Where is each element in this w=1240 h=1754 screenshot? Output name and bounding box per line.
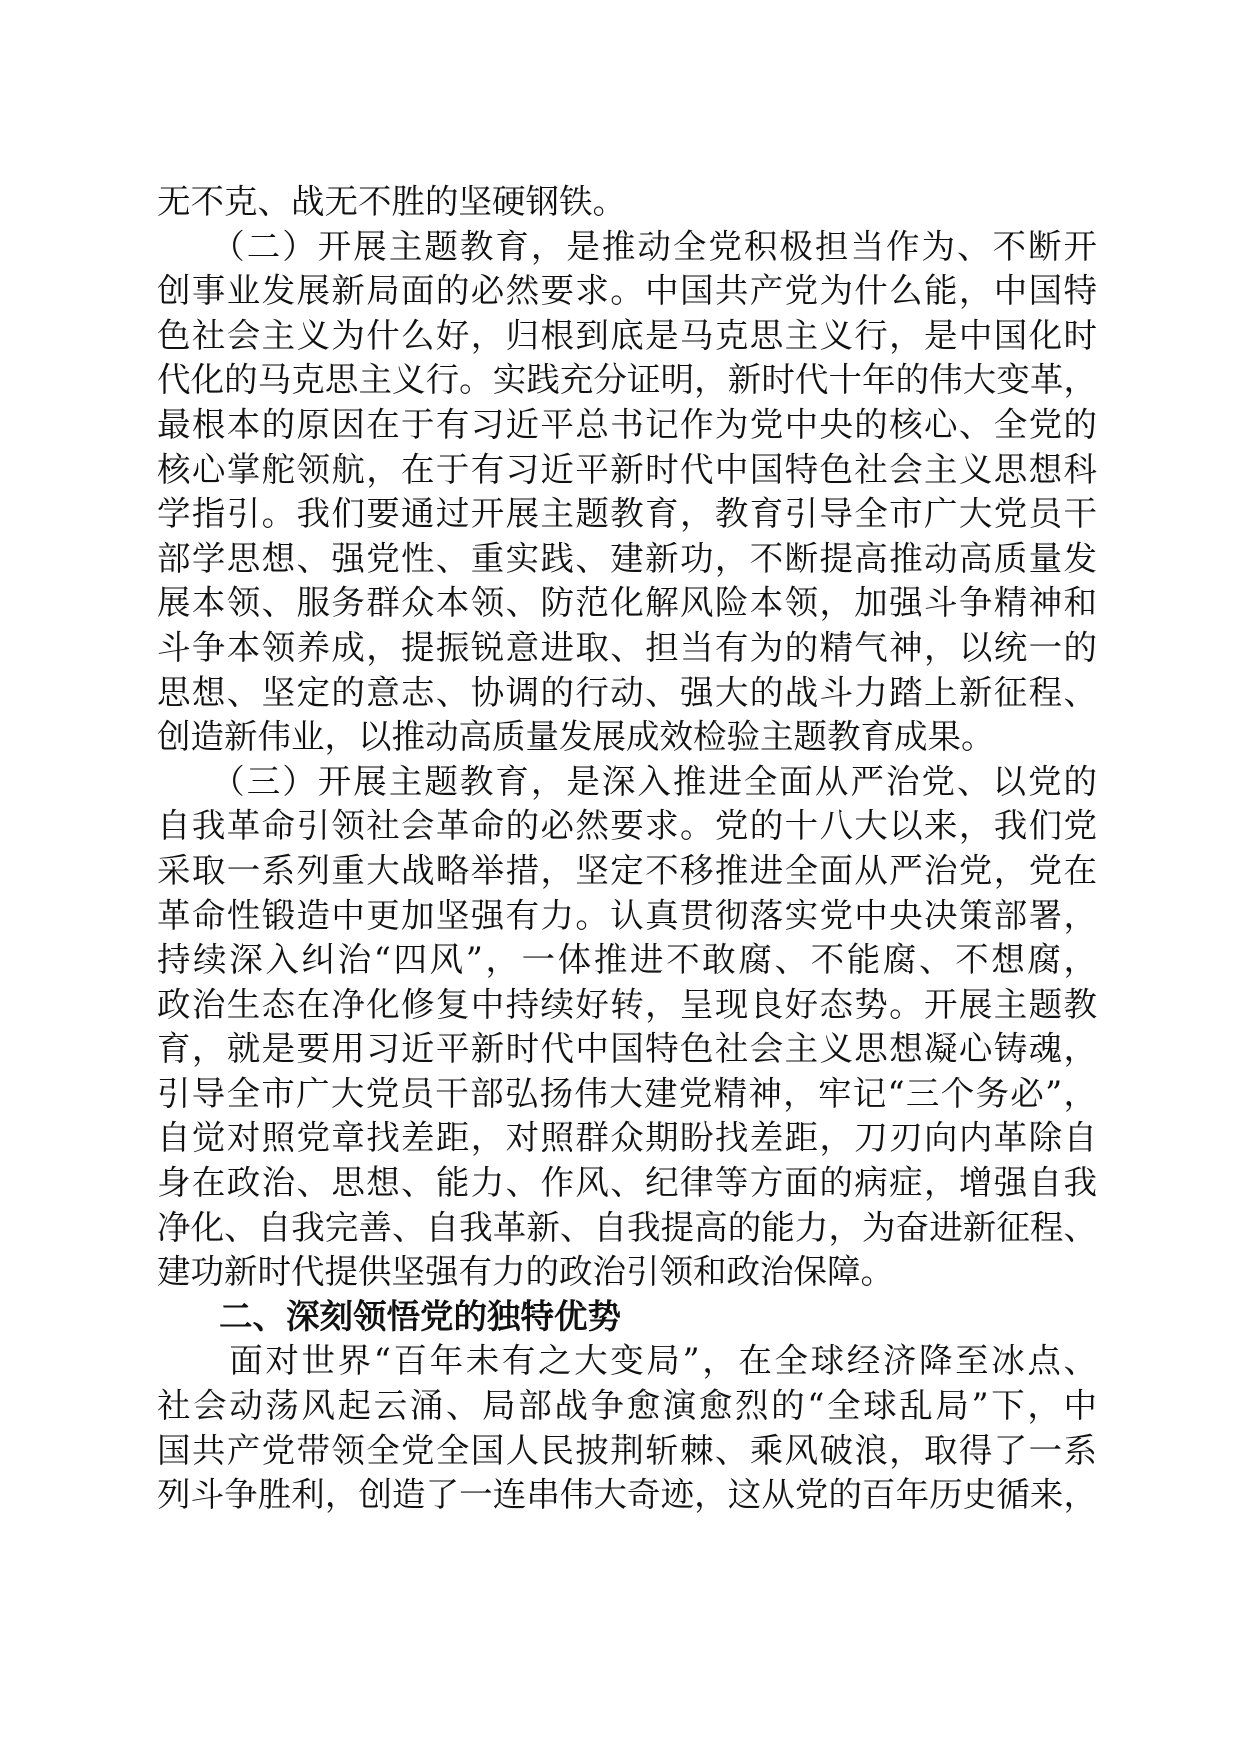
paragraph-line: 面对世界“百年未有之大变局”，在全球经济降至冰点、 — [157, 1341, 1097, 1381]
paragraph-line: 自我革命引领社会革命的必然要求。党的十八大以来，我们党 — [157, 806, 1097, 846]
paragraph-line: 部学思想、强党性、重实践、建新功，不断提高推动高质量发 — [157, 538, 1097, 578]
paragraph-line: 采取一系列重大战略举措，坚定不移推进全面从严治党，党在 — [157, 850, 1097, 890]
paragraph-line: 革命性锻造中更加坚强有力。认真贯彻落实党中央决策部署， — [157, 895, 1097, 935]
paragraph-line: 建功新时代提供坚强有力的政治引领和政治保障。 — [157, 1252, 894, 1292]
paragraph-line: 育，就是要用习近平新时代中国特色社会主义思想凝心铸魂， — [157, 1029, 1097, 1069]
paragraph-line: 社会动荡风起云涌、局部战争愈演愈烈的“全球乱局”下，中 — [157, 1386, 1097, 1426]
paragraph-line: 展本领、服务群众本领、防范化解风险本领，加强斗争精神和 — [157, 583, 1097, 623]
paragraph-line: 国共产党带领全党全国人民披荆斩棘、乘风破浪，取得了一系 — [157, 1430, 1097, 1470]
paragraph-line: 代化的马克思主义行。实践充分证明，新时代十年的伟大变革， — [157, 360, 1097, 400]
paragraph-line: 净化、自我完善、自我革新、自我提高的能力，为奋进新征程、 — [157, 1207, 1097, 1247]
paragraph-line: 最根本的原因在于有习近平总书记作为党中央的核心、全党的 — [157, 404, 1097, 444]
paragraph-line: 政治生态在净化修复中持续好转，呈现良好态势。开展主题教 — [157, 984, 1097, 1024]
paragraph-line: 引导全市广大党员干部弘扬伟大建党精神，牢记“三个务必”， — [157, 1073, 1097, 1113]
paragraph-line: 创事业发展新局面的必然要求。中国共产党为什么能，中国特 — [157, 271, 1097, 311]
paragraph-line: 创造新伟业，以推动高质量发展成效检验主题教育成果。 — [157, 717, 995, 757]
paragraph-line: 无不克、战无不胜的坚硬钢铁。 — [157, 182, 626, 221]
paragraph-line: 自觉对照党章找差距，对照群众期盼找差距，刀刃向内革除自 — [157, 1118, 1097, 1158]
paragraph-line: 学指引。我们要通过开展主题教育，教育引导全市广大党员干 — [157, 494, 1097, 534]
paragraph-line: （三）开展主题教育，是深入推进全面从严治党、以党的 — [157, 761, 1097, 801]
paragraph-line: 持续深入纠治“四风”，一体推进不敢腐、不能腐、不想腐， — [157, 940, 1097, 980]
paragraph-line: 核心掌舵领航，在于有习近平新时代中国特色社会主义思想科 — [157, 449, 1097, 489]
paragraph-line: 身在政治、思想、能力、作风、纪律等方面的病症，增强自我 — [157, 1163, 1097, 1203]
section-heading: 二、深刻领悟党的独特优势 — [219, 1296, 621, 1336]
paragraph-line: 思想、坚定的意志、协调的行动、强大的战斗力踏上新征程、 — [157, 672, 1097, 712]
body-text — [157, 180, 1097, 1518]
paragraph-line: 列斗争胜利，创造了一连串伟大奇迹，这从党的百年历史循来， — [157, 1475, 1097, 1515]
paragraph-line: 斗争本领养成，提振锐意进取、担当有为的精气神，以统一的 — [157, 627, 1097, 667]
paragraph-line: （二）开展主题教育，是推动全党积极担当作为、不断开 — [157, 226, 1097, 266]
paragraph-line: 色社会主义为什么好，归根到底是马克思主义行，是中国化时 — [157, 315, 1097, 355]
